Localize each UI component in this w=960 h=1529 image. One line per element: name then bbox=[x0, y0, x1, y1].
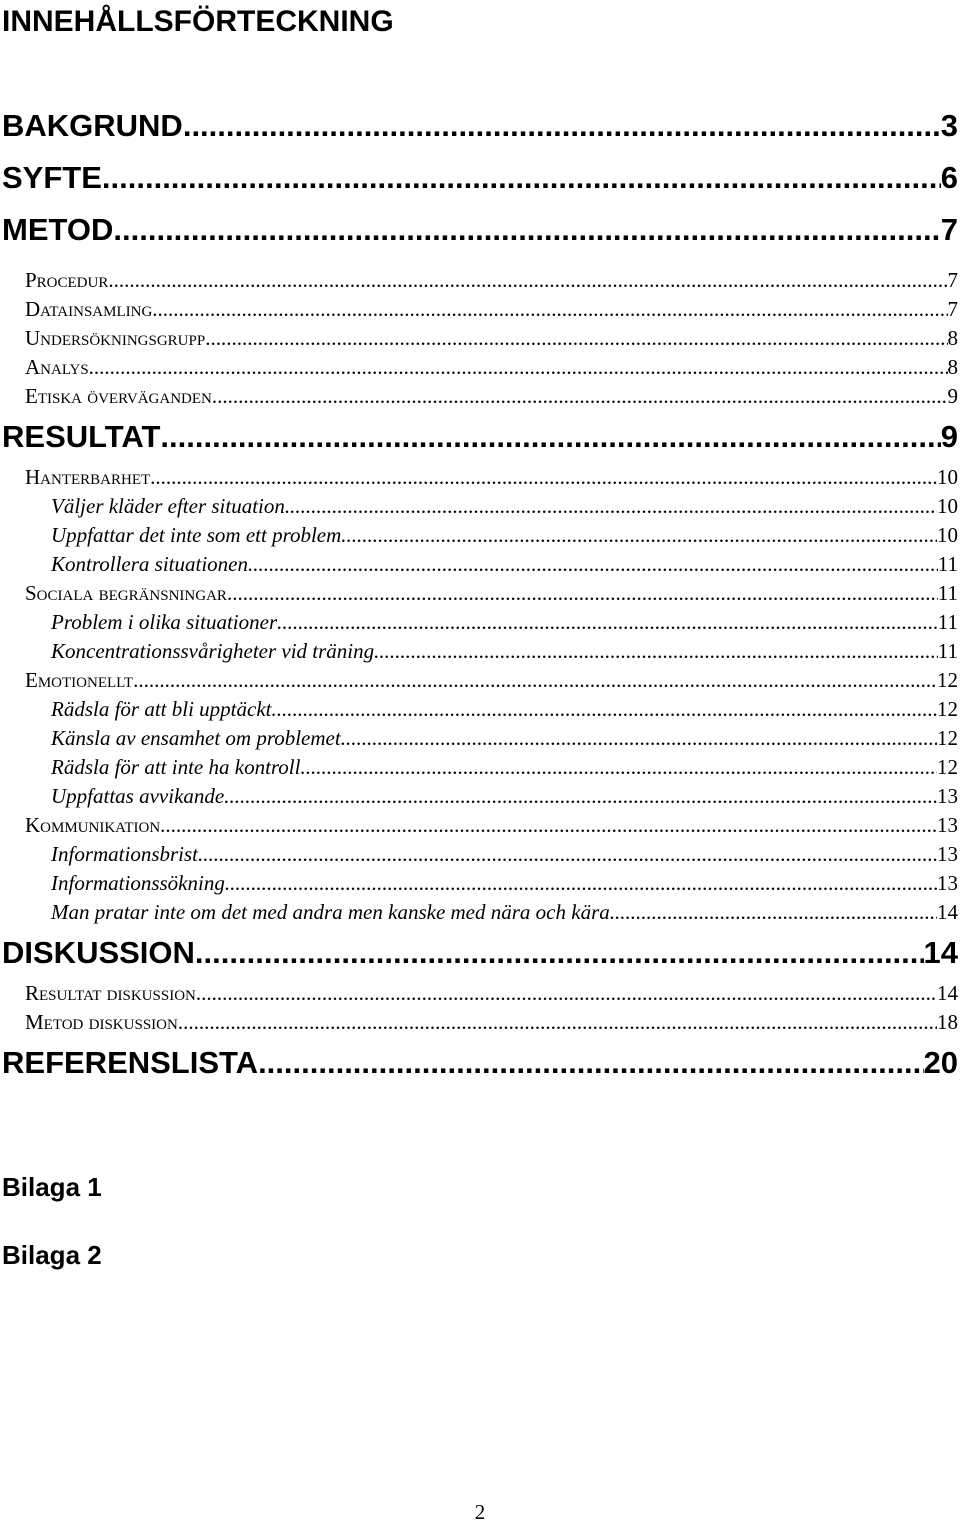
dot-leader bbox=[150, 463, 937, 492]
toc-label: REFERENSLISTA bbox=[2, 1045, 259, 1080]
dot-leader bbox=[341, 521, 937, 550]
toc-page-number: 9 bbox=[940, 419, 958, 454]
toc-label: BAKGRUND bbox=[2, 108, 183, 143]
dot-leader bbox=[113, 204, 940, 256]
toc-entry-valjer-klader[interactable] bbox=[0, 492, 960, 521]
toc-entry-kontrollera[interactable] bbox=[0, 550, 960, 579]
toc-entry-informationssokning[interactable] bbox=[0, 869, 960, 898]
toc-label: RESULTAT bbox=[2, 419, 161, 454]
page-number: 2 bbox=[474, 1500, 486, 1524]
toc-entry-referenslista[interactable] bbox=[0, 1037, 960, 1089]
dot-leader bbox=[195, 927, 924, 979]
dot-leader bbox=[108, 266, 947, 295]
page-title: INNEHÅLLSFÖRTECKNING bbox=[2, 5, 394, 38]
toc-entry-kansla-ensamhet[interactable] bbox=[0, 724, 960, 753]
toc-page-number: 10 bbox=[937, 465, 958, 489]
toc-page-number: 14 bbox=[937, 981, 958, 1005]
dot-leader bbox=[196, 979, 937, 1008]
toc-page-number: 12 bbox=[937, 755, 958, 779]
toc-label: Undersökningsgrupp bbox=[25, 326, 206, 350]
toc-page-number: 13 bbox=[937, 842, 958, 866]
toc-page-number: 20 bbox=[923, 1045, 958, 1080]
dot-leader bbox=[102, 152, 941, 204]
toc-entry-resultat[interactable] bbox=[0, 411, 960, 463]
toc-page-number: 14 bbox=[937, 900, 958, 924]
toc-label: Koncentrationssvårigheter vid träning bbox=[51, 639, 375, 663]
dot-leader bbox=[212, 382, 948, 411]
toc-label: Sociala begränsningar bbox=[25, 581, 227, 605]
toc-label: Hanterbarhet bbox=[25, 465, 151, 489]
toc-label: Uppfattar det inte som ett problem bbox=[51, 523, 342, 547]
toc-page-number: 12 bbox=[937, 726, 958, 750]
toc-page-number: 14 bbox=[923, 935, 958, 970]
appendix-bilaga-2[interactable]: Bilaga 2 bbox=[2, 1240, 102, 1270]
spacer bbox=[0, 256, 960, 266]
dot-leader bbox=[248, 550, 938, 579]
toc-entry-undersokningsgrupp[interactable] bbox=[0, 324, 960, 353]
toc-page-number: 10 bbox=[937, 494, 958, 518]
toc-page-number: 6 bbox=[940, 160, 958, 195]
dot-leader bbox=[258, 1037, 923, 1089]
appendix-bilaga-1[interactable]: Bilaga 1 bbox=[2, 1172, 102, 1202]
toc-entry-hanterbarhet[interactable] bbox=[0, 463, 960, 492]
toc-page-number: 7 bbox=[940, 212, 958, 247]
toc-entry-radsla-upptackt[interactable] bbox=[0, 695, 960, 724]
toc-entry-metod-diskussion[interactable] bbox=[0, 1008, 960, 1037]
toc-label: Man pratar inte om det med andra men kanske med nära och kära bbox=[51, 900, 610, 924]
toc-entry-emotionellt[interactable] bbox=[0, 666, 960, 695]
toc-entry-sociala[interactable] bbox=[0, 579, 960, 608]
toc-label: Informationsbrist bbox=[51, 842, 199, 866]
dot-leader bbox=[272, 695, 938, 724]
dot-leader bbox=[133, 666, 937, 695]
toc-label: Rädsla för att bli upptäckt bbox=[51, 697, 272, 721]
dot-leader bbox=[89, 353, 948, 382]
toc-page-number: 11 bbox=[937, 639, 958, 663]
dot-leader bbox=[183, 100, 941, 152]
toc-label: Rädsla för att inte ha kontroll bbox=[51, 755, 301, 779]
toc-entry-syfte[interactable] bbox=[0, 152, 960, 204]
toc-label: Metod diskussion bbox=[25, 1010, 178, 1034]
toc-label: Datainsamling bbox=[25, 297, 153, 321]
toc-label: Informationssökning bbox=[51, 871, 225, 895]
toc-entry-analys[interactable] bbox=[0, 353, 960, 382]
toc-entry-datainsamling[interactable] bbox=[0, 295, 960, 324]
toc-page-number: 8 bbox=[947, 326, 958, 350]
toc-entry-kommunikation[interactable] bbox=[0, 811, 960, 840]
toc-entry-uppfattar[interactable] bbox=[0, 521, 960, 550]
toc-entry-man-pratar[interactable] bbox=[0, 898, 960, 927]
toc-label: Uppfattas avvikande bbox=[51, 784, 225, 808]
dot-leader bbox=[285, 492, 937, 521]
dot-leader bbox=[227, 579, 938, 608]
toc-label: Emotionellt bbox=[25, 668, 134, 692]
dot-leader bbox=[198, 840, 937, 869]
toc-label: METOD bbox=[2, 212, 114, 247]
toc-label: Etiska överväganden bbox=[25, 384, 212, 408]
dot-leader bbox=[160, 811, 937, 840]
toc-label: Resultat diskussion bbox=[25, 981, 196, 1005]
toc-label: Känsla av ensamhet om problemet bbox=[51, 726, 341, 750]
dot-leader bbox=[178, 1008, 937, 1037]
dot-leader bbox=[205, 324, 947, 353]
dot-leader bbox=[224, 782, 937, 811]
toc-page-number: 7 bbox=[947, 268, 958, 292]
spacer bbox=[0, 1089, 960, 1153]
toc-label: Kommunikation bbox=[25, 813, 161, 837]
toc-entry-etiska[interactable] bbox=[0, 382, 960, 411]
dot-leader bbox=[341, 724, 937, 753]
dot-leader bbox=[277, 608, 938, 637]
toc-page-number: 7 bbox=[947, 297, 958, 321]
toc-entry-metod[interactable] bbox=[0, 204, 960, 256]
toc-label: Problem i olika situationer bbox=[51, 610, 278, 634]
toc-label: SYFTE bbox=[2, 160, 102, 195]
toc-entry-uppfattas-avvikande[interactable] bbox=[0, 782, 960, 811]
toc-page-number: 13 bbox=[937, 784, 958, 808]
toc-entry-diskussion[interactable] bbox=[0, 927, 960, 979]
dot-leader bbox=[300, 753, 937, 782]
toc-page-number: 18 bbox=[937, 1010, 958, 1034]
toc-page-number: 13 bbox=[937, 813, 958, 837]
toc-page-number: 12 bbox=[937, 697, 958, 721]
toc-entry-radsla-kontroll[interactable] bbox=[0, 753, 960, 782]
dot-leader bbox=[152, 295, 947, 324]
toc-page-number: 11 bbox=[937, 581, 958, 605]
toc-label: Väljer kläder efter situation bbox=[51, 494, 285, 518]
toc-label: DISKUSSION bbox=[2, 935, 195, 970]
toc-page-number: 13 bbox=[937, 871, 958, 895]
table-of-contents bbox=[0, 100, 960, 1289]
toc-entry-resultat-diskussion[interactable] bbox=[0, 979, 960, 1008]
dot-leader bbox=[374, 637, 938, 666]
toc-entry-koncentration[interactable] bbox=[0, 637, 960, 666]
toc-entry-procedur[interactable] bbox=[0, 266, 960, 295]
toc-label: Analys bbox=[25, 355, 89, 379]
toc-page-number: 9 bbox=[947, 384, 958, 408]
dot-leader bbox=[610, 898, 937, 927]
toc-page-number: 3 bbox=[940, 108, 958, 143]
toc-label: Kontrollera situationen bbox=[51, 552, 248, 576]
toc-entry-informationsbrist[interactable] bbox=[0, 840, 960, 869]
dot-leader bbox=[160, 411, 940, 463]
dot-leader bbox=[225, 869, 937, 898]
toc-label: Procedur bbox=[25, 268, 109, 292]
toc-page-number: 11 bbox=[937, 552, 958, 576]
toc-page-number: 8 bbox=[947, 355, 958, 379]
toc-page-number: 12 bbox=[937, 668, 958, 692]
toc-page-number: 11 bbox=[937, 610, 958, 634]
toc-entry-bakgrund[interactable] bbox=[0, 100, 960, 152]
toc-page-number: 10 bbox=[937, 523, 958, 547]
toc-entry-problem-olika[interactable] bbox=[0, 608, 960, 637]
